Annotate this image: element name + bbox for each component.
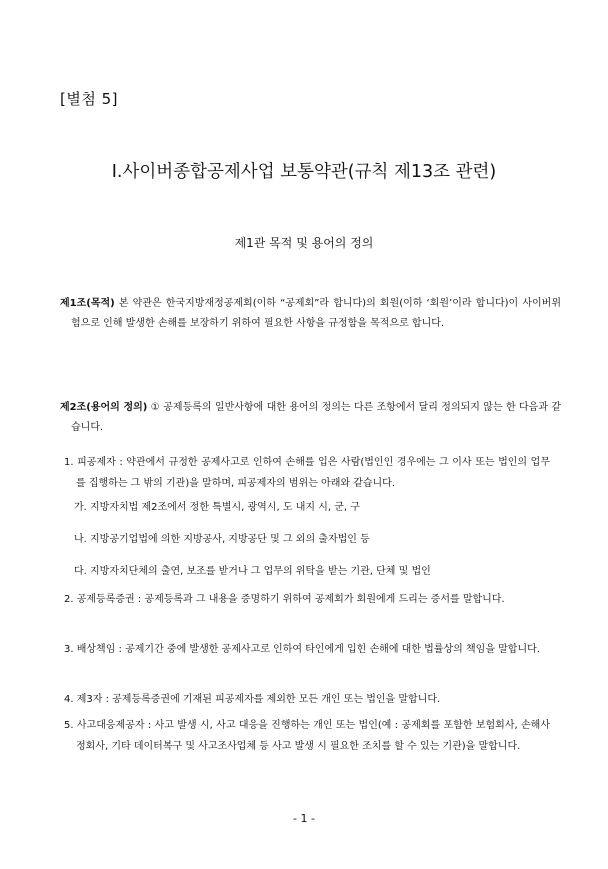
page-number: - 1 -	[293, 812, 315, 825]
article-2-text: ① 공제등록의 일반사항에 대한 용어의 정의는 다른 조항에서 달리 정의되지 않는 한 다음과 같습니다.	[71, 402, 562, 433]
definition-subitem-ga: 가. 지방자치법 제2조에서 정한 특별시, 광역시, 도 내지 시, 군, 구	[74, 502, 360, 513]
definition-item-1: 1. 피공제자 : 약관에서 규정한 공제사고로 인하여 손해를 입은 사람(법인인 경우에는 그 이사 또는 법인의 업무를 집행하는 그 밖의 기관)을 말하며, 피공제자의 범위는 아래와 같습니다.	[64, 457, 550, 489]
article-1-text: 본 약관은 한국지방재정공제회(이하 “공제회”라 합니다)의 회원(이하 ‘회원’이라 합니다)이 사이버위험으로 인해 발생한 손해를 보장하기 위하여 필요한 사항을 규정함을 목적으로 합니다.	[71, 298, 561, 329]
article-1-heading: 제1조(목적)	[60, 298, 115, 309]
definition-subitem-da: 다. 지방자치단체의 출연, 보조를 받거나 그 업무의 위탁을 받는 기관, 단체 및 법인	[74, 566, 431, 577]
article-1	[60, 294, 561, 334]
article-2-heading: 제2조(용어의 정의)	[60, 402, 148, 413]
article-2	[60, 398, 561, 438]
definition-item-5: 5. 사고대응제공자 : 사고 발생 시, 사고 대응을 진행하는 개인 또는 법인(예 : 공제회를 포함한 보험회사, 손해사정회사, 기타 데이터복구 및 사고조사업체 등 사고 발생 시 필요한 조치를 할 수 있는 기관)을 말합니다.	[64, 720, 550, 752]
definition-item-4: 4. 제3자 : 공제등록증권에 기재된 피공제자를 제외한 모든 개인 또는 법인을 말합니다.	[64, 694, 441, 705]
definition-item-2: 2. 공제등록증권 : 공제등록과 그 내용을 증명하기 위하여 공제회가 회원에게 드리는 증서를 말합니다.	[64, 594, 505, 605]
chapter-heading: 제1관 목적 및 용어의 정의	[234, 236, 374, 250]
definition-item-3: 3. 배상책임 : 공제기간 중에 발생한 공제사고로 인하여 타인에게 입힌 손해에 대한 법률상의 책임을 말합니다.	[64, 644, 540, 655]
document-title: Ⅰ.사이버종합공제사업 보통약관(규칙 제13조 관련)	[111, 162, 497, 182]
annex-label: [별첨 5]	[60, 90, 118, 108]
definition-subitem-na: 나. 지방공기업법에 의한 지방공사, 지방공단 및 그 외의 출자법인 등	[74, 534, 370, 545]
